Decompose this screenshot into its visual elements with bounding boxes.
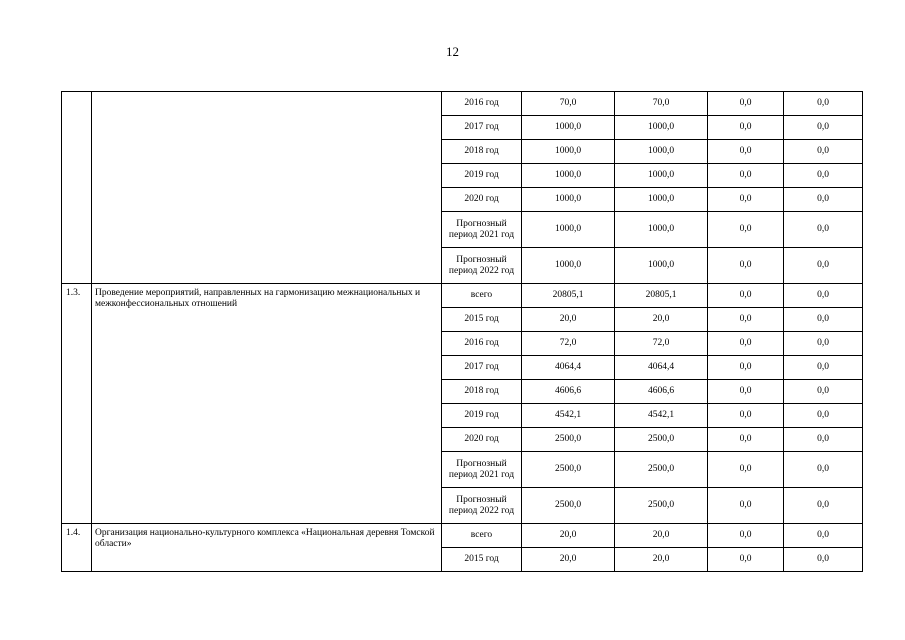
value-cell: 0,0 [708, 404, 784, 428]
value-cell: 1000,0 [615, 188, 708, 212]
value-cell: 2500,0 [615, 428, 708, 452]
value-cell: 0,0 [708, 488, 784, 524]
value-cell: 1000,0 [615, 116, 708, 140]
period-cell: 2015 год [442, 548, 522, 572]
value-cell: 0,0 [784, 488, 863, 524]
value-cell: 4064,4 [615, 356, 708, 380]
value-cell: 4542,1 [615, 404, 708, 428]
value-cell: 2500,0 [615, 452, 708, 488]
value-cell: 0,0 [708, 332, 784, 356]
item-name [92, 92, 442, 284]
value-cell: 0,0 [784, 428, 863, 452]
value-cell: 1000,0 [615, 212, 708, 248]
value-cell: 0,0 [784, 356, 863, 380]
value-cell: 0,0 [784, 164, 863, 188]
value-cell: 0,0 [784, 212, 863, 248]
value-cell: 0,0 [784, 380, 863, 404]
value-cell: 0,0 [784, 248, 863, 284]
value-cell: 70,0 [522, 92, 615, 116]
value-cell: 20805,1 [615, 284, 708, 308]
page-number: 12 [446, 44, 459, 59]
value-cell: 0,0 [708, 308, 784, 332]
value-cell: 0,0 [784, 548, 863, 572]
period-cell: 2019 год [442, 164, 522, 188]
period-cell: 2018 год [442, 140, 522, 164]
value-cell: 1000,0 [522, 140, 615, 164]
period-cell: всего [442, 524, 522, 548]
value-cell: 20805,1 [522, 284, 615, 308]
value-cell: 20,0 [615, 524, 708, 548]
value-cell: 0,0 [708, 140, 784, 164]
item-number: 1.4. [62, 524, 92, 572]
value-cell: 2500,0 [615, 488, 708, 524]
value-cell: 0,0 [784, 524, 863, 548]
value-cell: 0,0 [708, 380, 784, 404]
value-cell: 70,0 [615, 92, 708, 116]
period-cell: 2015 год [442, 308, 522, 332]
value-cell: 20,0 [615, 308, 708, 332]
item-name: Организация национально-культурного комплекса «Национальная деревня Томской области» [92, 524, 442, 572]
value-cell: 4064,4 [522, 356, 615, 380]
period-cell: всего [442, 284, 522, 308]
value-cell: 0,0 [708, 284, 784, 308]
item-number [62, 92, 92, 284]
value-cell: 0,0 [784, 284, 863, 308]
value-cell: 0,0 [784, 92, 863, 116]
value-cell: 0,0 [708, 548, 784, 572]
value-cell: 1000,0 [522, 164, 615, 188]
value-cell: 2500,0 [522, 488, 615, 524]
value-cell: 2500,0 [522, 428, 615, 452]
table-row [62, 284, 863, 308]
value-cell: 1000,0 [615, 248, 708, 284]
value-cell: 1000,0 [522, 188, 615, 212]
value-cell: 20,0 [522, 548, 615, 572]
value-cell: 2500,0 [522, 452, 615, 488]
value-cell: 72,0 [522, 332, 615, 356]
table-row [62, 92, 863, 116]
value-cell: 20,0 [522, 524, 615, 548]
value-cell: 0,0 [708, 428, 784, 452]
period-cell: 2016 год [442, 332, 522, 356]
period-cell: Прогнозный период 2022 год [442, 248, 522, 284]
period-cell: 2020 год [442, 428, 522, 452]
table-row [62, 524, 863, 548]
budget-table [61, 91, 863, 572]
period-cell: 2020 год [442, 188, 522, 212]
value-cell: 0,0 [784, 308, 863, 332]
period-cell: 2016 год [442, 92, 522, 116]
value-cell: 1000,0 [522, 248, 615, 284]
value-cell: 1000,0 [522, 116, 615, 140]
period-cell: 2017 год [442, 116, 522, 140]
value-cell: 0,0 [708, 212, 784, 248]
value-cell: 0,0 [708, 92, 784, 116]
value-cell: 1000,0 [615, 164, 708, 188]
value-cell: 4606,6 [522, 380, 615, 404]
value-cell: 20,0 [522, 308, 615, 332]
value-cell: 0,0 [708, 452, 784, 488]
period-cell: 2017 год [442, 356, 522, 380]
value-cell: 0,0 [784, 452, 863, 488]
value-cell: 4606,6 [615, 380, 708, 404]
value-cell: 72,0 [615, 332, 708, 356]
value-cell: 0,0 [708, 164, 784, 188]
item-number: 1.3. [62, 284, 92, 524]
period-cell: Прогнозный период 2021 год [442, 452, 522, 488]
value-cell: 20,0 [615, 548, 708, 572]
value-cell: 4542,1 [522, 404, 615, 428]
value-cell: 0,0 [708, 188, 784, 212]
value-cell: 1000,0 [615, 140, 708, 164]
value-cell: 0,0 [784, 332, 863, 356]
item-name: Проведение мероприятий, направленных на гармонизацию межнациональных и межконфессиональных отношений [92, 284, 442, 524]
period-cell: 2018 год [442, 380, 522, 404]
period-cell: Прогнозный период 2021 год [442, 212, 522, 248]
value-cell: 0,0 [784, 404, 863, 428]
value-cell: 0,0 [708, 116, 784, 140]
value-cell: 0,0 [784, 188, 863, 212]
value-cell: 0,0 [784, 140, 863, 164]
period-cell: 2019 год [442, 404, 522, 428]
value-cell: 0,0 [784, 116, 863, 140]
value-cell: 1000,0 [522, 212, 615, 248]
value-cell: 0,0 [708, 524, 784, 548]
value-cell: 0,0 [708, 356, 784, 380]
period-cell: Прогнозный период 2022 год [442, 488, 522, 524]
value-cell: 0,0 [708, 248, 784, 284]
